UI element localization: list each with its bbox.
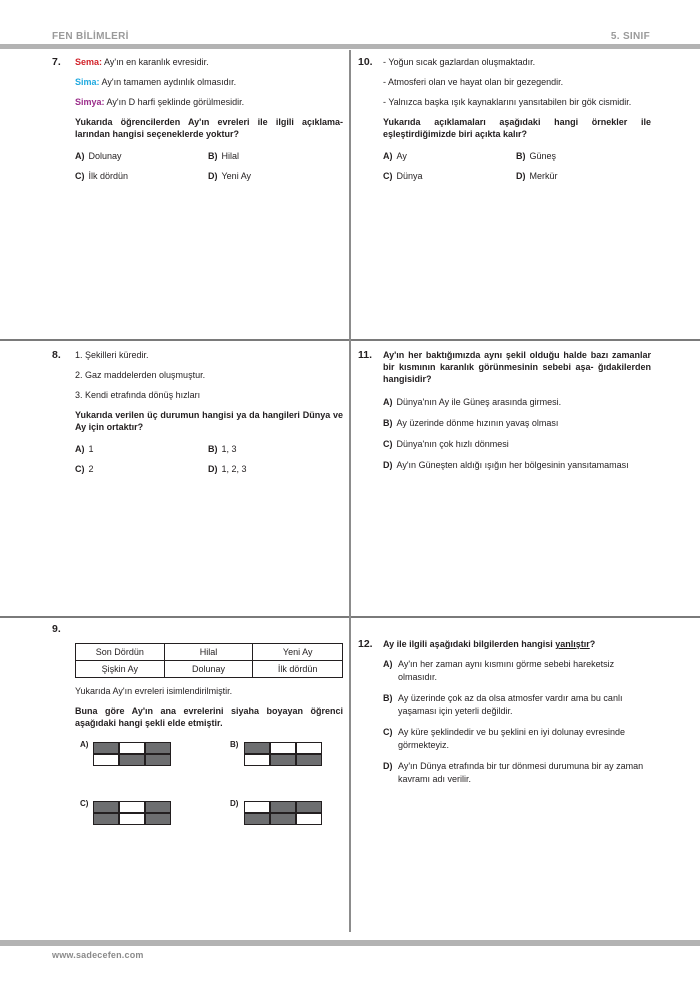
shaded-cell: [145, 742, 171, 754]
empty-cell: [296, 813, 322, 825]
option-c[interactable]: C) Dünya'nın çok hızlı dönmesi: [383, 439, 509, 449]
statement-2: - Atmosferi olan ve hayat olan bir gezegendir.: [383, 77, 564, 87]
option-c[interactable]: C) İlk dördün: [75, 171, 129, 181]
stem-emphasis: yanlıştır: [555, 639, 590, 649]
footer-bar: [0, 940, 700, 946]
option-b[interactable]: B) Ay üzerinde çok az da olsa atmosfer vardır ama bu canlı yaşaması için yeterli değildir.: [383, 693, 623, 716]
shaded-cell: [244, 742, 270, 754]
empty-cell: [119, 813, 145, 825]
table-note: Yukarıda Ay'ın evreleri isimlendirilmiştir.: [75, 686, 233, 696]
empty-cell: [270, 742, 296, 754]
student-text: Ay'ın D harfi şeklinde görülmesidir.: [104, 97, 245, 107]
table-cell: Dolunay: [164, 661, 253, 678]
separator-right-1: [351, 339, 700, 341]
option-d[interactable]: D) 1, 2, 3: [208, 464, 247, 474]
table-cell: İlk dördün: [253, 661, 343, 678]
table-row: [76, 644, 343, 661]
question-number: 9.: [52, 623, 61, 635]
question-stem: Yukarıda öğrencilerden Ay'ın evreleri ile ilgili açıklama- larından hangisi seçeneklerde yoktur?: [75, 117, 343, 139]
question-stem: Buna göre Ay'ın ana evrelerini siyaha boyayan öğrenci aşağıdaki hangi şekli elde etmiştir.: [75, 706, 343, 728]
option-b[interactable]: B) Hilal: [208, 151, 240, 161]
question-stem: [383, 638, 595, 650]
shaded-cell: [244, 813, 270, 825]
subject-title: FEN BİLİMLERİ: [52, 31, 129, 42]
option-a[interactable]: A) Ay: [383, 151, 407, 161]
student-line-sima: [75, 76, 236, 88]
empty-cell: [296, 742, 322, 754]
footer-url: www.sadecefen.com: [52, 950, 144, 960]
question-number: 7.: [52, 56, 61, 68]
option-a[interactable]: A) Dolunay: [75, 151, 122, 161]
table-cell: Şişkin Ay: [76, 661, 165, 678]
stem-text: Ay ile ilgili aşağıdaki bilgilerden hangisi: [383, 639, 556, 649]
option-d[interactable]: D) Merkür: [516, 171, 558, 181]
question-number: 10.: [358, 56, 373, 68]
student-line-simya: [75, 96, 244, 108]
option-d[interactable]: D) Ay'ın Güneşten aldığı ışığın her bölgesinin yansıtamaması: [383, 460, 629, 470]
student-text: Ay'ın en karanlık evresidir.: [102, 57, 209, 67]
phase-table: [75, 643, 343, 678]
option-c[interactable]: C) Dünya: [383, 171, 423, 181]
statement-1: - Yoğun sıcak gazlardan oluşmaktadır.: [383, 57, 536, 67]
header-bar: [0, 44, 700, 49]
student-text: Ay'ın tamamen aydınlık olmasıdır.: [99, 77, 237, 87]
empty-cell: [119, 742, 145, 754]
option-key: A): [80, 740, 89, 749]
empty-cell: [244, 801, 270, 813]
shaded-cell: [145, 813, 171, 825]
question-number: 11.: [358, 349, 373, 361]
shaded-cell: [119, 754, 145, 766]
question-number: 8.: [52, 349, 61, 361]
empty-cell: [93, 754, 119, 766]
shaded-cell: [270, 801, 296, 813]
shaded-cell: [93, 813, 119, 825]
table-cell: Son Dördün: [76, 644, 165, 661]
option-c[interactable]: C) 2: [75, 464, 94, 474]
option-a[interactable]: A) 1: [75, 444, 94, 454]
option-a[interactable]: A) Dünya'nın Ay ile Güneş arasında girmesi.: [383, 397, 562, 407]
option-a[interactable]: A) Ay'ın her zaman aynı kısmını görme sebebi hareketsiz olmasıdır.: [383, 659, 615, 682]
option-d[interactable]: D) Ay'ın Dünya etrafında bir tur dönmesi durumuna bir ay zaman kavramı adı verilir.: [383, 761, 644, 784]
statement-1: 1. Şekilleri küredir.: [75, 350, 149, 360]
question-stem: Yukarıda açıklamaları aşağıdaki hangi örnekler ile eşleştirdiğimizde biri açıkta kalır?: [383, 117, 651, 139]
shaded-cell: [145, 801, 171, 813]
statement-3: - Yalnızca başka ışık kaynaklarını yansıtabilen bir gök cismidir.: [383, 97, 632, 107]
shaded-cell: [270, 754, 296, 766]
stem-end: ?: [589, 639, 596, 649]
table-cell: Hilal: [164, 644, 253, 661]
option-b[interactable]: B) Ay üzerinde dönme hızının yavaş olması: [383, 418, 559, 428]
option-key: B): [230, 740, 239, 749]
option-d[interactable]: D) Yeni Ay: [208, 171, 252, 181]
option-b[interactable]: B) Güneş: [516, 151, 557, 161]
shaded-cell: [145, 754, 171, 766]
table-row: [76, 661, 343, 678]
shaded-cell: [93, 801, 119, 813]
separator-left-1: [0, 339, 349, 341]
grade-label: 5. SINIF: [610, 31, 650, 42]
option-key: D): [230, 799, 239, 808]
page-header: [0, 0, 700, 48]
student-name: Simya:: [75, 97, 105, 107]
student-name: Sema:: [75, 57, 103, 67]
question-stem: Ay'ın her baktığımızda aynı şekil olduğu halde bazı zamanlar bir kısmının karanlık görünmesinin sebebi aşa- ğıdakilerden hangisidir?: [383, 350, 651, 384]
empty-cell: [244, 754, 270, 766]
separator-right-2: [351, 616, 700, 618]
empty-cell: [119, 801, 145, 813]
column-divider: [349, 50, 351, 932]
table-cell: Yeni Ay: [253, 644, 343, 661]
statement-2: 2. Gaz maddelerden oluşmuştur.: [75, 370, 206, 380]
statement-3: 3. Kendi etrafında dönüş hızları: [75, 390, 201, 400]
shaded-cell: [296, 754, 322, 766]
option-key: C): [80, 799, 89, 808]
student-line-sema: [75, 56, 209, 68]
shaded-cell: [93, 742, 119, 754]
shaded-cell: [296, 801, 322, 813]
option-b[interactable]: B) 1, 3: [208, 444, 237, 454]
shaded-cell: [270, 813, 296, 825]
student-name: Sima:: [75, 77, 100, 87]
separator-left-2: [0, 616, 349, 618]
option-c[interactable]: C) Ay küre şeklindedir ve bu şeklini en iyi dolunay evresinde görmekteyiz.: [383, 727, 625, 750]
question-number: 12.: [358, 638, 373, 650]
question-stem: Yukarıda verilen üç durumun hangisi ya da hangileri Dünya ve Ay için ortaktır?: [75, 410, 343, 432]
